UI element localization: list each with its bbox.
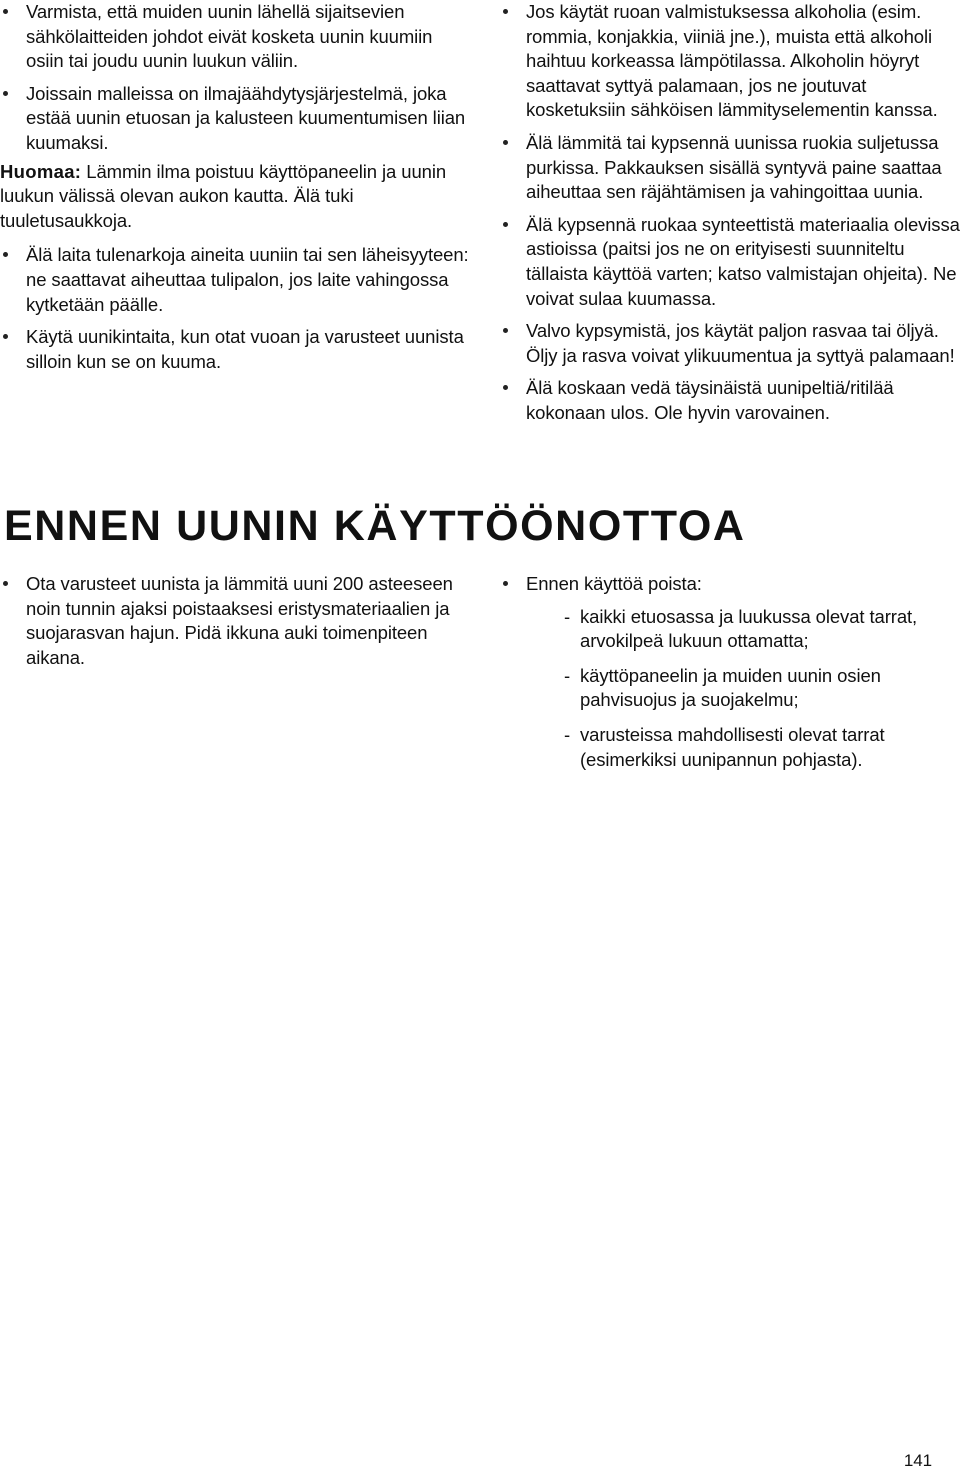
- sublist-item: [564, 723, 960, 772]
- note-label: Huomaa:: [0, 160, 82, 182]
- removal-sublist: [526, 605, 960, 773]
- note-text: Lämmin ilma poistuu käyttöpaneelin ja uunin luukun välissä olevan aukon kautta. Älä tuki tuuletusaukkoja.: [0, 160, 447, 231]
- list-item: Varmista, että muiden uunin lähellä sijaitsevien sähkölaitteiden johdot eivät kosketa uunin kuumiin osiin tai joudu uunin luukun väliin.: [0, 0, 470, 74]
- list-item: Valvo kypsymistä, jos käytät paljon rasvaa tai öljyä. Öljy ja rasva voivat ylikuumentua ja syttyä palamaan!: [500, 319, 960, 368]
- sublist-item: [564, 605, 960, 654]
- list-item: Älä kypsennä ruokaa synteettistä materiaalia olevissa astioissa (paitsi jos ne on erityisesti suunniteltu tällaista käyttöä varten; katso valmistajan ohjeita). Ne voivat sulaa kuumassa.: [500, 213, 960, 311]
- sublist-text: käyttöpaneelin ja muiden uunin osien pahvisuojus ja suojakelmu;: [580, 664, 881, 711]
- removal-intro: Ennen käyttöä poista:: [526, 573, 702, 594]
- dash-marker: -: [564, 664, 571, 686]
- removal-list: [500, 572, 960, 772]
- right-column-bottom: [500, 572, 960, 782]
- list-item: Ota varusteet uunista ja lämmitä uuni 200 asteeseen noin tunnin ajaksi poistaaksesi eristysmateriaalien ja suojarasvan hajun. Pidä ikkuna auki toimenpiteen aikana.: [0, 572, 470, 670]
- safety-list-a: [0, 0, 470, 156]
- right-column-top: [500, 0, 960, 434]
- sublist-item: [564, 664, 960, 713]
- list-item: Jos käytät ruoan valmistuksessa alkoholia (esim. rommia, konjakkia, viiniä jne.), muista että alkoholi haihtuu korkeassa lämpötilassa. Alkoholin höyryt saattavat syttyä palamaan, jos ne joutuvat kosketuksiin sähköisen lämmityselementin kanssa.: [500, 0, 960, 123]
- page-number: 141: [903, 1451, 932, 1470]
- ventilation-note: [0, 160, 470, 234]
- sublist-text: kaikki etuosassa ja luukussa olevat tarrat, arvokilpeä lukuun ottamatta;: [580, 605, 918, 652]
- list-item: Älä laita tulenarkoja aineita uuniin tai sen läheisyyteen: ne saattavat aiheuttaa tulipalon, jos laite vahingossa kytketään päälle.: [0, 243, 470, 317]
- dash-marker: -: [564, 605, 571, 627]
- left-column-top: [0, 0, 470, 382]
- safety-list-c: [500, 0, 960, 426]
- list-item: Älä lämmitä tai kypsennä uunissa ruokia suljetussa purkissa. Pakkauksen sisällä syntyvä paine saattaa aiheuttaa sen räjähtämisen ja vahingoittaa uunia.: [500, 131, 960, 205]
- section-title: ENNEN UUNIN KÄYTTÖÖNOTTOA: [4, 502, 746, 550]
- list-item: Käytä uunikintaita, kun otat vuoan ja varusteet uunista silloin kun se on kuuma.: [0, 325, 470, 374]
- left-column-bottom: [0, 572, 470, 678]
- list-item: [500, 572, 960, 772]
- list-item: Älä koskaan vedä täysinäistä uunipeltiä/ritilää kokonaan ulos. Ole hyvin varovainen.: [500, 376, 960, 425]
- sublist-text: varusteissa mahdollisesti olevat tarrat (esimerkiksi uunipannun pohjasta).: [580, 723, 885, 770]
- dash-marker: -: [564, 723, 571, 745]
- safety-list-b: [0, 243, 470, 374]
- list-item: Joissain malleissa on ilmajäähdytysjärjestelmä, joka estää uunin etuosan ja kalusteen kuumentumisen liian kuumaksi.: [0, 82, 470, 156]
- startup-list: [0, 572, 470, 670]
